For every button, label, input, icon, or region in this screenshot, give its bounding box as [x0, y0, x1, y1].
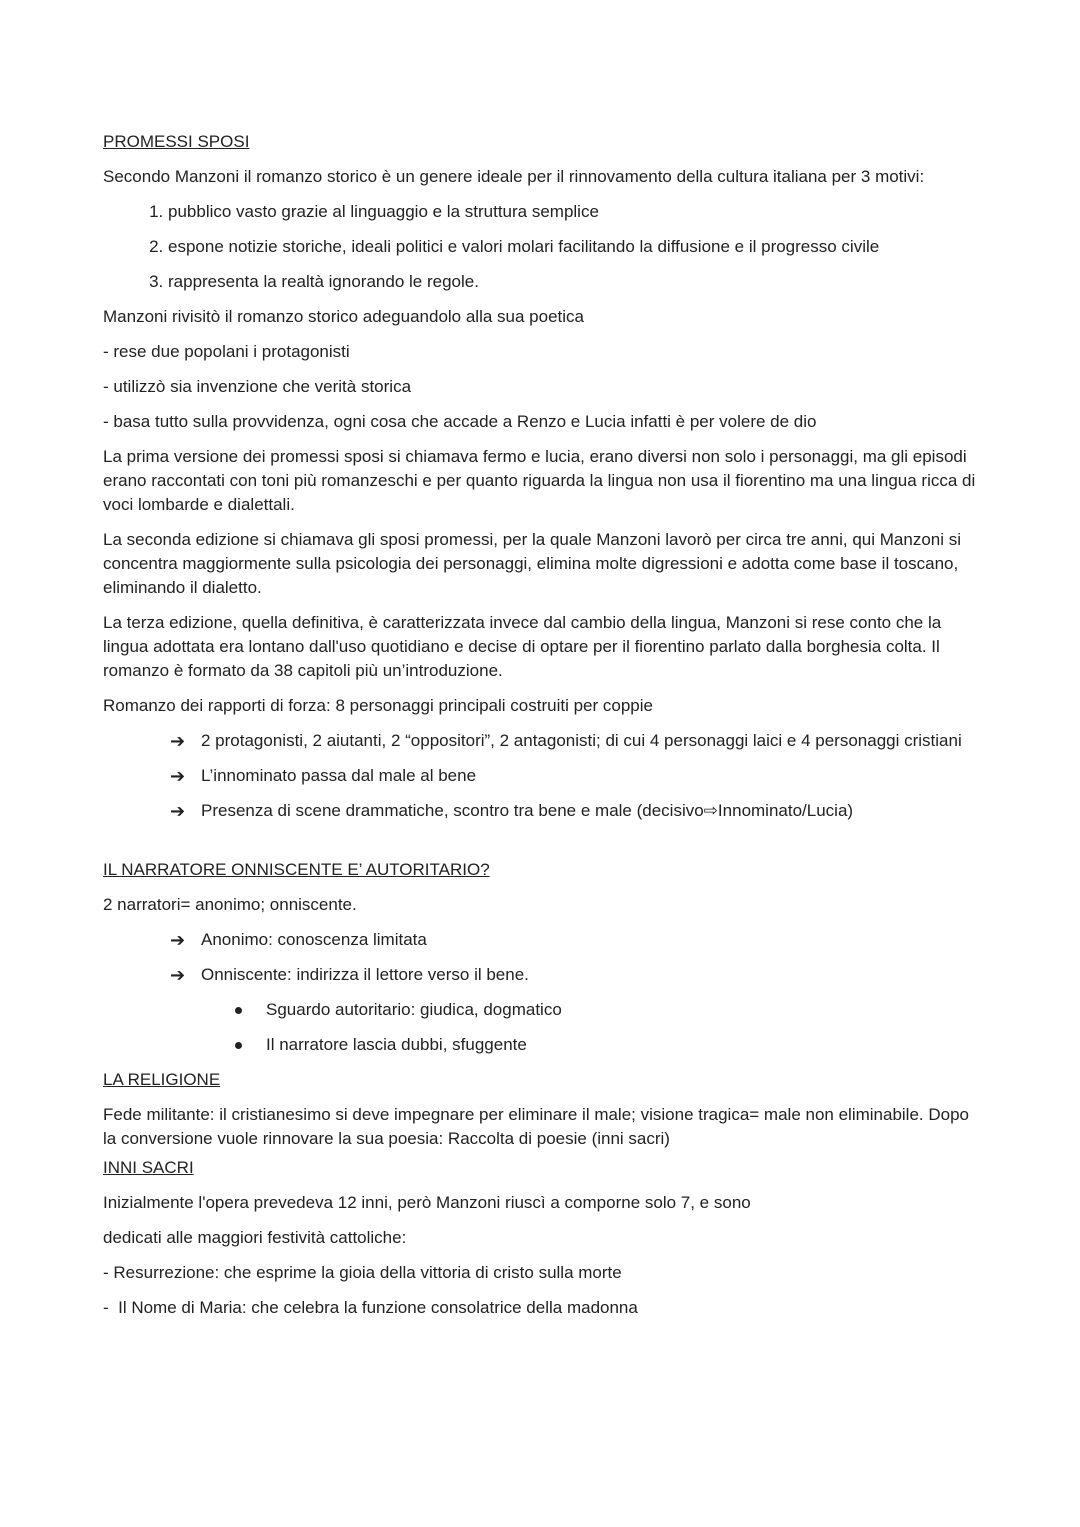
- numbered-list-motives: [103, 200, 983, 294]
- bullet-icon: [235, 1042, 242, 1049]
- list-item: 2. espone notizie storiche, ideali politici e valori molari facilitando la diffusione e il progresso civile: [168, 235, 983, 259]
- bullet-list-narrator: [103, 998, 983, 1057]
- spacer: [103, 834, 983, 858]
- section-title-religione: LA RELIGIONE: [103, 1070, 221, 1089]
- arrow-list-characters: [103, 729, 983, 823]
- bullet-item: [233, 998, 983, 1022]
- section-title-narratore: IL NARRATORE ONNISCENTE E’ AUTORITARIO?: [103, 860, 490, 879]
- dash-item: - rese due popolani i protagonisti: [103, 342, 350, 361]
- section-title-promessi-sposi: PROMESSI SPOSI: [103, 132, 250, 151]
- paragraph-inni-line1: Inizialmente l'opera prevedeva 12 inni, però Manzoni riuscì a comporne solo 7, e sono: [103, 1193, 751, 1212]
- arrow-item-text: Presenza di scene drammatiche, scontro tra bene e male (decisivo⇨Innominato/Lucia): [201, 801, 854, 820]
- arrow-item: [170, 928, 983, 952]
- arrow-item: [170, 729, 983, 753]
- paragraph-first-version: La prima versione dei promessi sposi si chiamava fermo e lucia, erano diversi non solo i personaggi, ma gli episodi erano raccontati con toni più romanzeschi e per quanto riguarda la lingua non usa il fiorentino ma una lingua ricca di voci lombarde e dialettali.: [103, 447, 976, 514]
- arrow-right-icon: ➔: [170, 801, 186, 821]
- bullet-item-text: Il narratore lascia dubbi, sfuggente: [266, 1035, 527, 1054]
- list-item: 3. rappresenta la realtà ignorando le regole.: [168, 270, 983, 294]
- arrow-item: [170, 799, 983, 823]
- arrow-right-icon: ➔: [170, 930, 186, 950]
- dash-item: - Resurrezione: che esprime la gioia della vittoria di cristo sulla morte: [103, 1263, 622, 1282]
- section-title-inni-sacri: INNI SACRI: [103, 1158, 194, 1177]
- arrow-item-text: Onniscente: indirizza il lettore verso il bene.: [201, 965, 529, 984]
- paragraph-third-edition: La terza edizione, quella definitiva, è caratterizzata invece dal cambio della lingua, Manzoni si rese conto che la lingua adottata era lontano dall'uso quotidiano e decise di optare per il fiorentino parlato dalla borghesia colta. Il romanzo è formato da 38 capitoli più un’introduzione.: [103, 613, 942, 680]
- list-item: 1. pubblico vasto grazie al linguaggio e la struttura semplice: [168, 200, 983, 224]
- paragraph-narrators: 2 narratori= anonimo; onniscente.: [103, 895, 357, 914]
- dash-item: - utilizzò sia invenzione che verità storica: [103, 377, 412, 396]
- dash-item: - Il Nome di Maria: che celebra la funzione consolatrice della madonna: [103, 1298, 638, 1317]
- arrow-list-narrators: [103, 928, 983, 987]
- document-page: [103, 130, 983, 1331]
- arrow-item-text: 2 protagonisti, 2 aiutanti, 2 “oppositori”, 2 antagonisti; di cui 4 personaggi laici e 4 personaggi cristiani: [201, 731, 962, 750]
- arrow-item-text: Anonimo: conoscenza limitata: [201, 930, 427, 949]
- arrow-right-icon: ➔: [170, 965, 186, 985]
- paragraph-forces: Romanzo dei rapporti di forza: 8 personaggi principali costruiti per coppie: [103, 696, 653, 715]
- dash-item: - basa tutto sulla provvidenza, ogni cosa che accade a Renzo e Lucia infatti è per volere de dio: [103, 412, 817, 431]
- bullet-icon: [235, 1007, 242, 1014]
- paragraph-second-edition: La seconda edizione si chiamava gli sposi promessi, per la quale Manzoni lavorò per circa tre anni, qui Manzoni si concentra maggiormente sulla psicologia dei personaggi, elimina molte digressioni e adotta come base il toscano, eliminando il dialetto.: [103, 530, 962, 597]
- bullet-item: [233, 1033, 983, 1057]
- arrow-right-icon: ➔: [170, 766, 186, 786]
- paragraph-inni-line2: dedicati alle maggiori festività cattoliche:: [103, 1228, 407, 1247]
- paragraph-revisit: Manzoni rivisitò il romanzo storico adeguandolo alla sua poetica: [103, 307, 584, 326]
- paragraph-intro: Secondo Manzoni il romanzo storico è un genere ideale per il rinnovamento della cultura italiana per 3 motivi:: [103, 167, 925, 186]
- arrow-right-icon: ➔: [170, 731, 186, 751]
- bullet-item-text: Sguardo autoritario: giudica, dogmatico: [266, 1000, 562, 1019]
- arrow-item-text: L’innominato passa dal male al bene: [201, 766, 477, 785]
- arrow-item: [170, 963, 983, 987]
- arrow-item: [170, 764, 983, 788]
- paragraph-religione: Fede militante: il cristianesimo si deve impegnare per eliminare il male; visione tragica= male non eliminabile. Dopo la conversione vuole rinnovare la sua poesia: Raccolta di poesie (inni sacri): [103, 1105, 969, 1148]
